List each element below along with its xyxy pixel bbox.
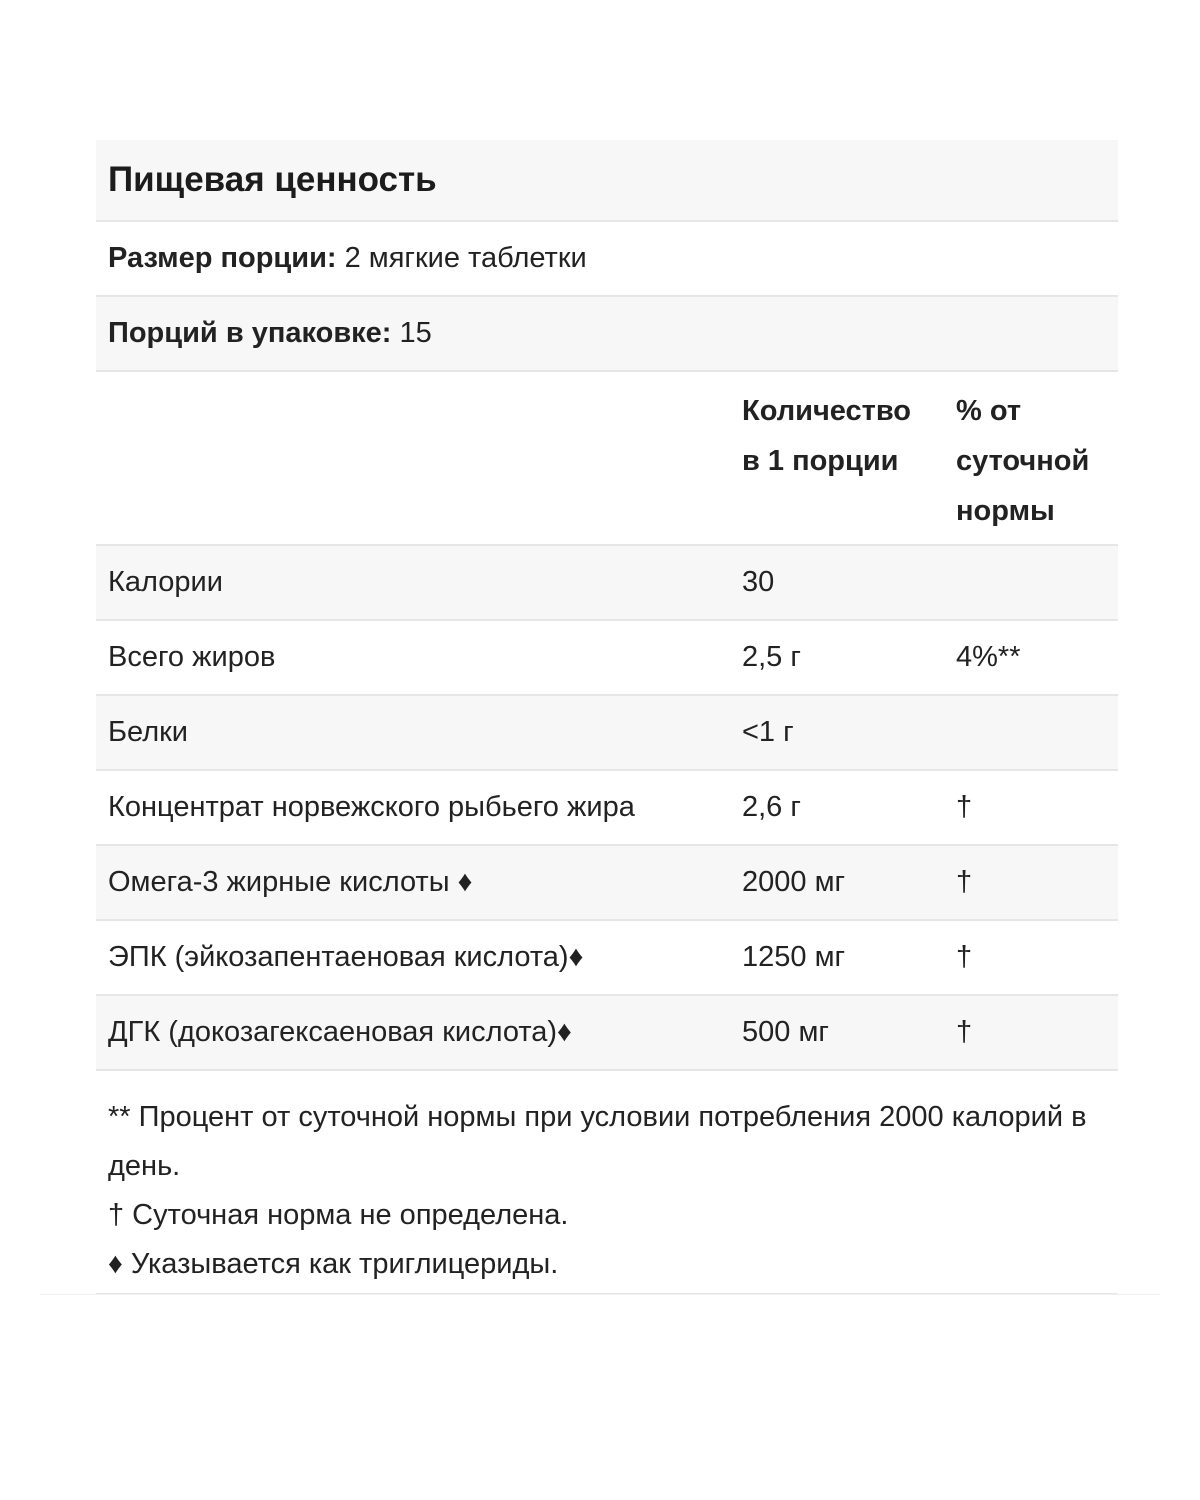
servings-per-container-label: Порций в упаковке: (108, 317, 392, 349)
table-row (96, 921, 1118, 996)
bottom-divider (40, 1294, 1160, 1295)
nutrient-amount: 500 мг (742, 1016, 829, 1048)
nutrient-amount: 2,5 г (742, 641, 801, 673)
table-row (96, 546, 1118, 621)
nutrient-daily-value: † (956, 941, 973, 973)
nutrient-name: ЭПК (эйкозапентаеновая кислота)♦ (108, 941, 584, 973)
nutrient-name: Белки (108, 716, 189, 748)
serving-size-value: 2 мягкие таблетки (344, 242, 587, 274)
footnote-diamond: ♦ Указывается как триглицериды. (108, 1248, 559, 1280)
column-header-row (96, 372, 1118, 546)
nutrient-amount: 2,6 г (742, 791, 801, 823)
nutrient-name: ДГК (докозагексаеновая кислота)♦ (108, 1016, 572, 1048)
footnotes (96, 1071, 1118, 1295)
nutrient-amount: 1250 мг (742, 941, 846, 973)
table-row (96, 846, 1118, 921)
serving-size-label: Размер порции: (108, 242, 337, 274)
nutrient-name: Калории (108, 566, 223, 598)
nutrient-daily-value: 4%** (956, 641, 1021, 673)
nutrient-amount: 30 (742, 566, 775, 598)
nutrition-facts-table (96, 140, 1118, 1295)
servings-per-container-value: 15 (399, 317, 432, 349)
nutrient-name: Концентрат норвежского рыбьего жира (108, 791, 635, 823)
nutrient-daily-value: † (956, 791, 973, 823)
table-title-row (96, 140, 1118, 222)
table-title: Пищевая ценность (108, 160, 437, 199)
serving-size-row (96, 222, 1118, 297)
nutrient-amount: <1 г (742, 716, 794, 748)
nutrient-name: Омега-3 жирные кислоты ♦ (108, 866, 473, 898)
daily-value-column-header: % от суточной нормы (956, 395, 1090, 527)
table-row (96, 696, 1118, 771)
nutrient-name: Всего жиров (108, 641, 276, 673)
nutrient-amount: 2000 мг (742, 866, 846, 898)
nutrient-daily-value: † (956, 1016, 973, 1048)
table-row (96, 621, 1118, 696)
footnote-dagger: † Суточная норма не определена. (108, 1199, 569, 1231)
table-row (96, 996, 1118, 1071)
table-row (96, 771, 1118, 846)
amount-column-header: Количество в 1 порции (742, 395, 912, 477)
servings-per-container-row (96, 297, 1118, 372)
nutrient-daily-value: † (956, 866, 973, 898)
footnote-daily-value-basis: ** Процент от суточной нормы при условии потребления 2000 калорий в день. (108, 1101, 1087, 1182)
